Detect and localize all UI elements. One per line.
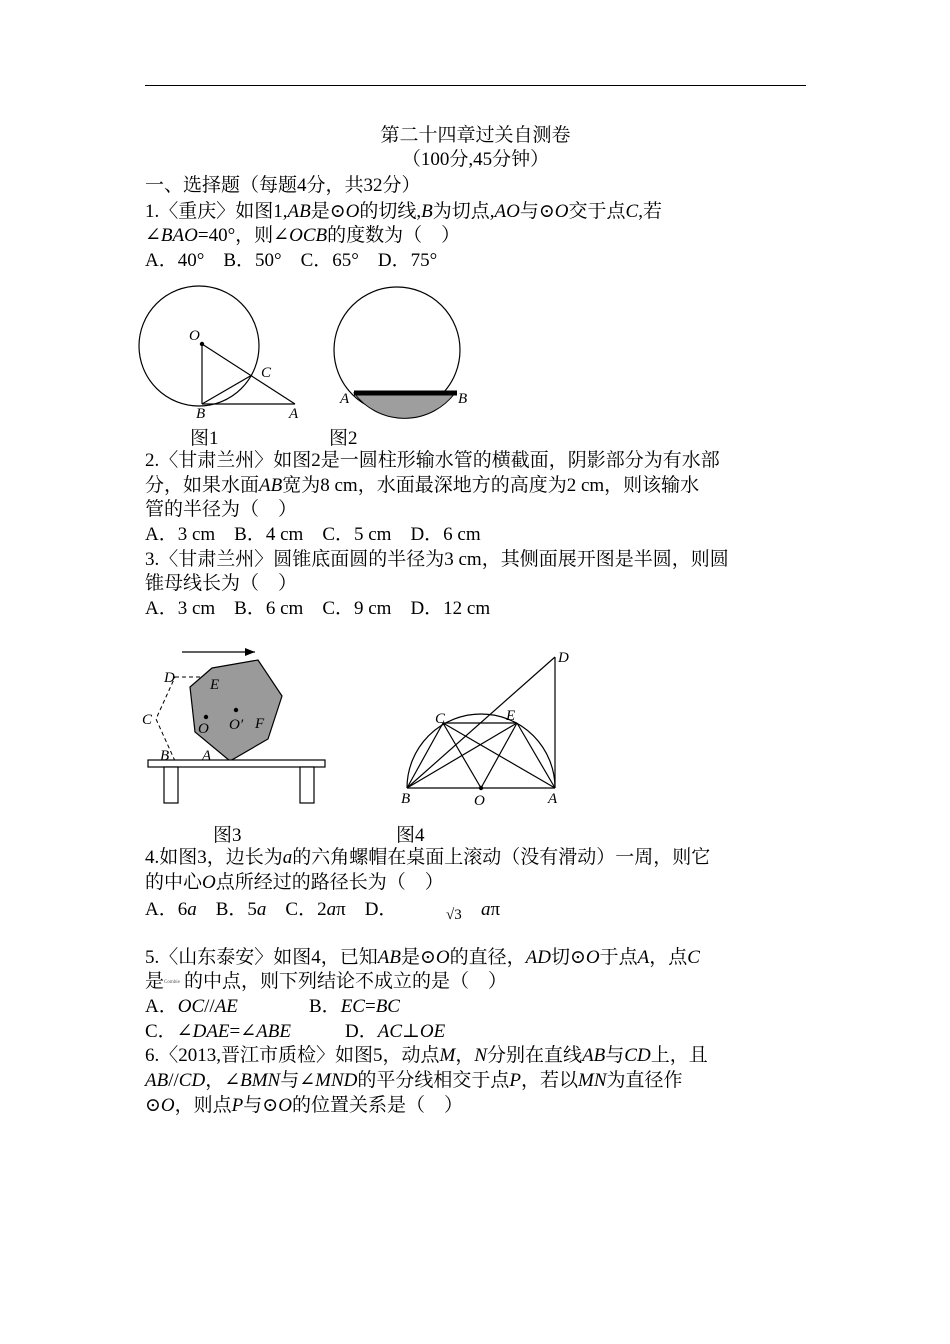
figure-2-caption: 图2	[329, 428, 358, 449]
fig1-label-A: A	[289, 406, 299, 422]
question-2-options: A．3 cm B．4 cm C．5 cm D．6 cm	[145, 524, 481, 545]
fig3-label-O-prime: O′	[229, 717, 244, 733]
question-1-line-2: ∠BAO=40°，则∠OCB的度数为（ ）	[145, 225, 461, 246]
question-2-line-2: 分，如果水面AB宽为8 cm，水面最深地方的高度为2 cm，则该输水	[145, 475, 700, 496]
fig3-label-B: B	[160, 748, 170, 764]
figure-3	[140, 640, 340, 810]
fig4-label-B: B	[401, 791, 411, 807]
page-subtitle: （100分,45分钟）	[401, 149, 550, 170]
fig4-label-D: D	[558, 650, 569, 666]
figure-1-caption: 图1	[190, 428, 219, 449]
figure-4	[395, 645, 585, 815]
question-5-option-b: B．EC=BC	[309, 996, 400, 1017]
fig3-label-A: A	[202, 748, 212, 764]
question-4-line-1: 4.如图3，边长为a的六角螺帽在桌面上滚动（没有滑动）一周，则它	[145, 847, 711, 868]
fig1-label-C: C	[261, 365, 272, 381]
question-5-option-c: C．∠DAE=∠ABE	[145, 1021, 291, 1042]
fig4-label-E: E	[506, 708, 516, 724]
fig3-label-E: E	[210, 677, 220, 693]
question-2-line-3: 管的半径为（ ）	[145, 499, 298, 520]
figure-2	[330, 280, 480, 420]
fig1-label-B: B	[196, 406, 206, 422]
fig3-label-C: C	[142, 712, 153, 728]
sqrt-3: √3	[446, 907, 462, 923]
question-2-line-1: 2.〈甘肃兰州〉如图2是一圆柱形输水管的横截面，阴影部分为有水部	[145, 450, 720, 471]
question-6-line-2: AB//CD，∠BMN与∠MND的平分线相交于点P，若以MN为直径作	[145, 1070, 683, 1091]
question-3-line-1: 3.〈甘肃兰州〉圆锥底面圆的半径为3 cm，其侧面展开图是半圆，则圆	[145, 549, 729, 570]
fig3-label-D: D	[164, 670, 175, 686]
fig4-label-A: A	[548, 791, 558, 807]
fig4-label-C: C	[435, 711, 446, 727]
fig3-label-F: F	[255, 716, 265, 732]
figure-3-caption: 图3	[213, 825, 242, 846]
figure-4-caption: 图4	[396, 825, 425, 846]
question-5-line-1: 5.〈山东泰安〉如图4，已知AB是⊙O的直径，AD切⊙O于点A，点C	[145, 947, 700, 968]
question-4-options: A．6a B．5a C．2aπ D．	[145, 899, 398, 920]
header-rule	[145, 85, 806, 86]
fig3-label-O: O	[198, 721, 209, 737]
question-4-line-2: 的中心O点所经过的路径长为（ ）	[145, 872, 444, 893]
question-3-line-2: 锥母线长为（ ）	[145, 573, 298, 594]
question-5-line-2: 是Combie 的中点，则下列结论不成立的是（ ）	[145, 971, 508, 992]
question-6-line-3: ⊙O，则点P与⊙O的位置关系是（ ）	[145, 1095, 463, 1116]
question-4-option-d-tail: aπ	[481, 899, 501, 920]
question-1-options: A．40° B．50° C．65° D．75°	[145, 250, 438, 271]
section-heading: 一、选择题（每题4分，共32分）	[145, 175, 421, 196]
question-5-option-a: A．OC//AE	[145, 996, 238, 1017]
fig1-label-O: O	[189, 328, 200, 344]
question-6-line-1: 6.〈2013,晋江市质检〉如图5，动点M，N分别在直线AB与CD上，且	[145, 1045, 708, 1066]
question-3-options: A．3 cm B．6 cm C．9 cm D．12 cm	[145, 598, 491, 619]
tiny-placeholder-text: Combie	[164, 980, 180, 986]
fig2-label-A: A	[340, 391, 350, 407]
fig2-label-B: B	[458, 391, 468, 407]
question-1-line-1: 1.〈重庆〉如图1,AB是⊙O的切线,B为切点,AO与⊙O交于点C,若	[145, 201, 662, 222]
figure-1	[135, 290, 315, 430]
page-title: 第二十四章过关自测卷	[380, 125, 571, 146]
fig4-label-O: O	[474, 793, 485, 809]
question-5-option-d: D．AC⊥OE	[345, 1021, 446, 1042]
